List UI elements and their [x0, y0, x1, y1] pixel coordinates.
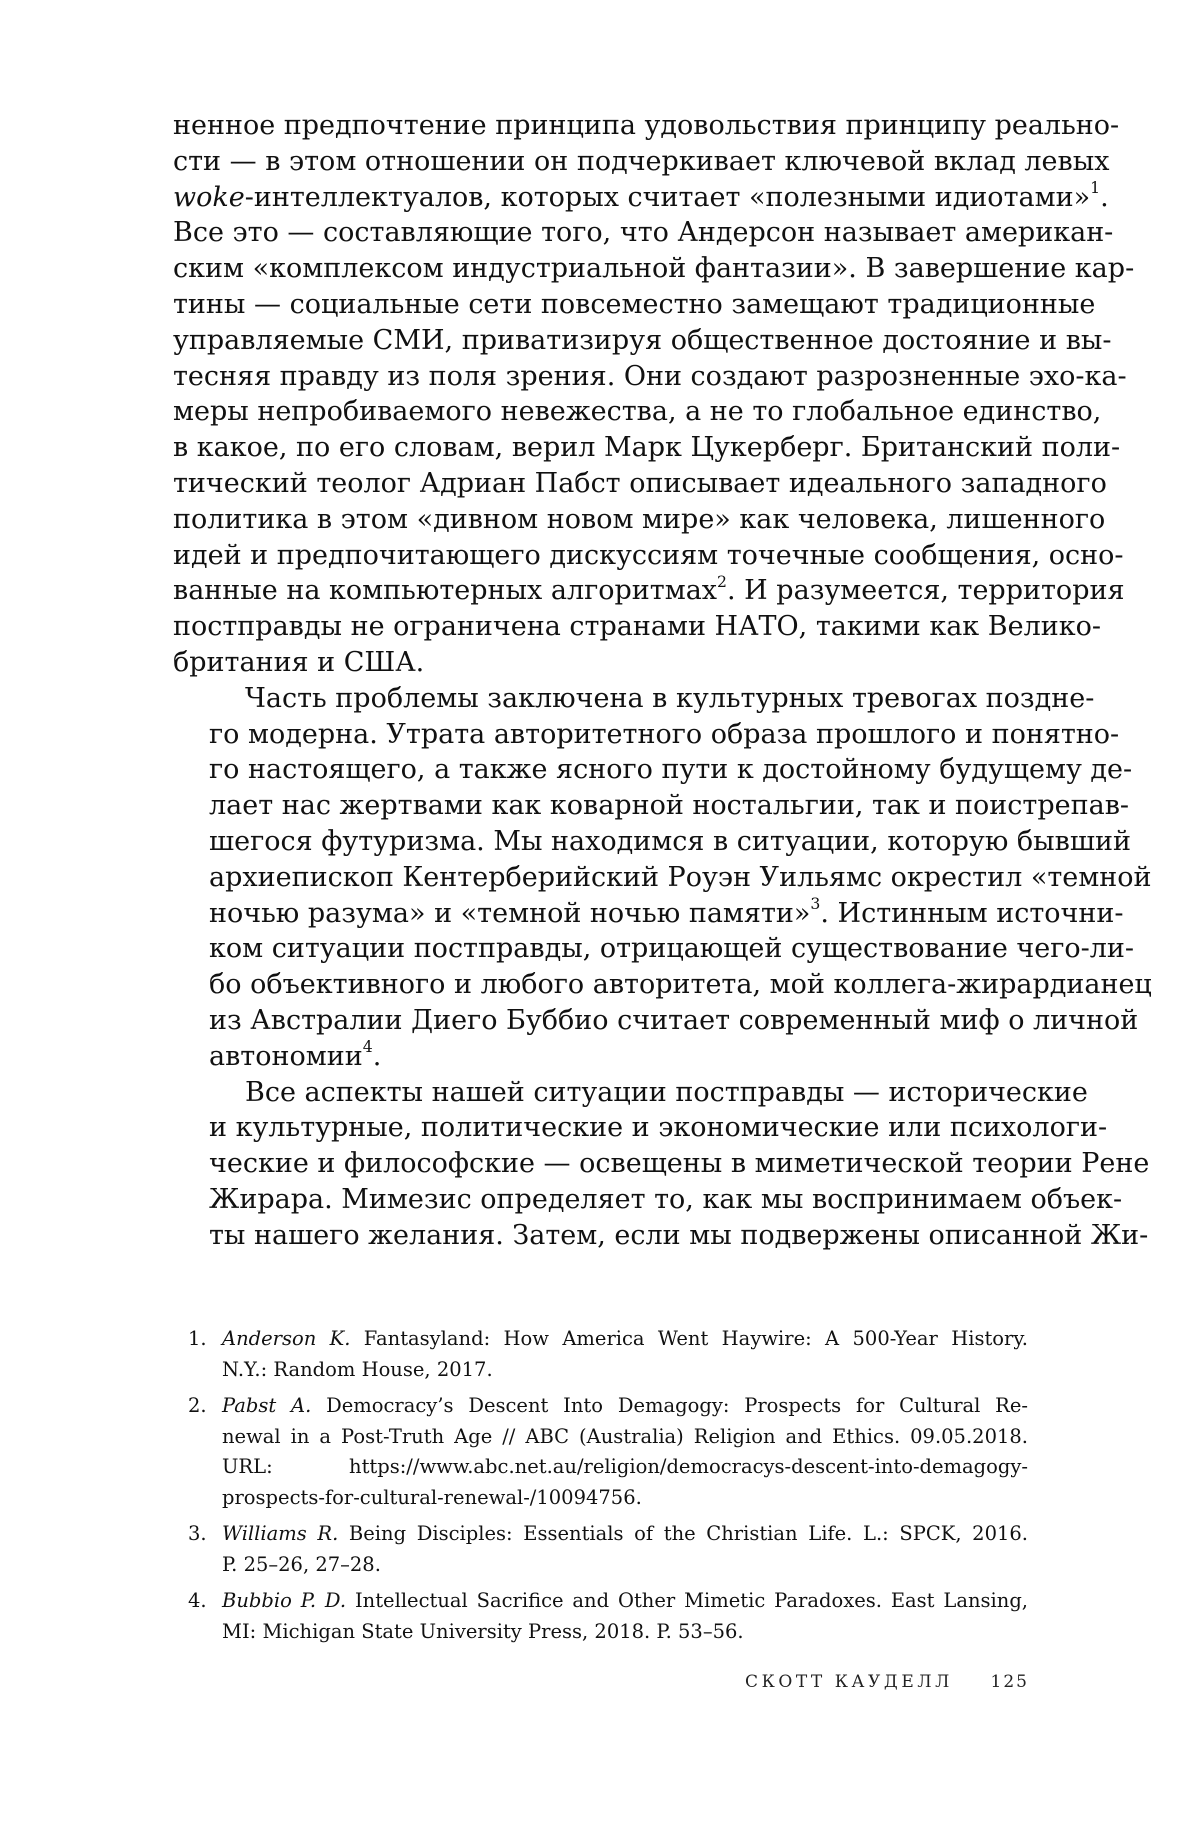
text-line: идей и предпочитающего дискуссиям точечные сообщения, осно- — [173, 539, 1124, 571]
main-text — [173, 108, 1152, 1254]
text-line: шегося футуризма. Мы находимся в ситуации, которую бывший — [209, 825, 1131, 857]
text-line: тесняя правду из поля зрения. Они создают разрозненные эхо-ка- — [173, 360, 1127, 392]
text-fragment: автономии — [209, 1040, 363, 1072]
footnote-line — [222, 1586, 1028, 1617]
footnote-author: Pabst A. — [222, 1394, 312, 1417]
footnote-number: 1. — [188, 1327, 207, 1350]
footnote-line: N.Y.: Random House, 2017. — [222, 1357, 493, 1381]
text-fragment: Intellectual Sacrifice and Other Mimetic Paradoxes. East Lansing, — [346, 1589, 1029, 1612]
text-line: архиепископ Кентерберийский Роуэн Уильямс окрестил «темной — [209, 861, 1152, 893]
text-line: ты нашего желания. Затем, если мы подвержены описанной Жи- — [209, 1219, 1149, 1251]
footnote-line: newal in a Post-Truth Age // ABC (Australia) Religion and Ethics. 09.05.2018. — [222, 1424, 1028, 1448]
text-fragment: . — [1100, 181, 1109, 213]
text-line: меры непробиваемого невежества, а не то глобальное единство, — [173, 396, 1102, 428]
text-line — [173, 894, 1124, 932]
text-line: ненное предпочтение принципа удовольствия принципу реально- — [173, 110, 1120, 141]
text-line: тический теолог Адриан Пабст описывает идеального западного — [173, 467, 1107, 499]
text-line: в какое, по его словам, верил Марк Цукерберг. Британский поли- — [173, 432, 1121, 464]
footnote-line — [222, 1519, 1028, 1550]
footnote-number: 2. — [188, 1394, 207, 1417]
text-line: ским «комплексом индустриальной фантазии». В завершение кар- — [173, 253, 1135, 285]
text-line: сти — в этом отношении он подчеркивает ключевой вклад левых — [173, 145, 1110, 177]
text-fragment: -интеллектуалов, которых считает «полезными идиотами» — [244, 181, 1091, 213]
paragraph-2 — [173, 681, 1152, 1075]
text-line: и культурные, политические и экономические или психологи- — [209, 1112, 1108, 1144]
footnote-author: Williams R. — [222, 1522, 339, 1545]
text-line: ческие и философские — освещены в миметической теории Рене — [209, 1148, 1150, 1180]
page-number: 125 — [990, 1672, 1029, 1692]
text-fragment: . Истинным источни- — [820, 897, 1124, 929]
text-line — [173, 178, 1109, 216]
footnote-line: MI: Michigan State University Press, 2018. P. 53–56. — [222, 1619, 744, 1643]
text-line — [173, 1039, 1029, 1075]
text-line: политика в этом «дивном новом мире» как человека, лишенного — [173, 503, 1106, 535]
text-line: британия и США. — [173, 646, 425, 678]
text-line: из Австралии Диего Буббио считает современный миф о личной — [209, 1004, 1139, 1036]
text-line: тины — социальные сети повсеместно замещают традиционные — [173, 288, 1096, 320]
paragraph-1 — [173, 108, 1135, 681]
text-line: Все аспекты нашей ситуации постправды — исторические — [245, 1076, 1088, 1108]
text-line: Жирара. Мимезис определяет то, как мы воспринимаем объек- — [209, 1183, 1123, 1215]
footnote-author: Bubbio P. D. — [222, 1589, 347, 1612]
text-line: лает нас жертвами как коварной ностальгии, так и поистрепав- — [209, 790, 1130, 822]
text-fragment: ночью разума» и «темной ночью памяти» — [209, 897, 811, 929]
text-line: ком ситуации постправды, отрицающей существование чего-ли- — [209, 933, 1135, 965]
footnote-url-line[interactable]: prospects-for-cultural-renewal-/10094756. — [222, 1485, 642, 1509]
text-line: бо объективного и любого авторитета, мой коллега-жирардианец — [209, 969, 1152, 1001]
footnote-ref-3[interactable]: 3 — [810, 894, 821, 914]
footnote-2 — [188, 1391, 1028, 1513]
text-line: постправды не ограничена странами НАТО, такими как Велико- — [173, 611, 1101, 643]
footnote-url-line[interactable]: URL: https://www.abc.net.au/religion/democracys-descent-into-demagogy- — [222, 1455, 1028, 1478]
text-line: Все это — составляющие того, что Андерсон называет американ- — [173, 217, 1114, 249]
footnote-author: Anderson K. — [222, 1327, 351, 1350]
footnote-ref-4[interactable]: 4 — [362, 1037, 373, 1057]
text-line: го модерна. Утрата авторитетного образа прошлого и понятно- — [209, 718, 1120, 750]
footnote-line — [222, 1391, 1028, 1422]
text-fragment: Democracy’s Descent Into Demagogy: Prospects for Cultural Re- — [311, 1394, 1028, 1417]
footnote-line: P. 25–26, 27–28. — [222, 1552, 381, 1576]
page-footer — [745, 1672, 1029, 1692]
text-line: го настоящего, а также ясного пути к достойному будущему де- — [209, 754, 1133, 786]
footnote-ref-1[interactable]: 1 — [1090, 178, 1101, 198]
footnote-1 — [188, 1324, 1028, 1385]
text-line — [173, 572, 1125, 609]
footnotes — [188, 1324, 1029, 1653]
italic-term: woke — [173, 181, 245, 213]
text-fragment: . И разумеется, территория — [727, 575, 1125, 607]
footnote-ref-2[interactable]: 2 — [717, 572, 728, 592]
running-head: СКОТТ КАУДЕЛЛ — [745, 1672, 953, 1692]
footnote-4 — [188, 1586, 1029, 1647]
text-line: Часть проблемы заключена в культурных тревогах поздне- — [245, 682, 1095, 714]
footnote-number: 4. — [188, 1589, 207, 1612]
text-fragment: Being Disciples: Essentials of the Christian Life. L.: SPCK, 2016. — [338, 1522, 1028, 1545]
footnote-3 — [188, 1519, 1028, 1580]
text-fragment: . — [372, 1040, 382, 1072]
text-line: управляемые СМИ, приватизируя общественное достояние и вы- — [173, 324, 1112, 356]
text-fragment: Fantasyland: How America Went Haywire: A 500-Year History. — [350, 1327, 1028, 1350]
footnote-line — [222, 1324, 1028, 1355]
text-fragment: ванные на компьютерных алгоритмах — [173, 575, 718, 607]
footnote-number: 3. — [188, 1522, 207, 1545]
paragraph-3 — [173, 1075, 1150, 1254]
